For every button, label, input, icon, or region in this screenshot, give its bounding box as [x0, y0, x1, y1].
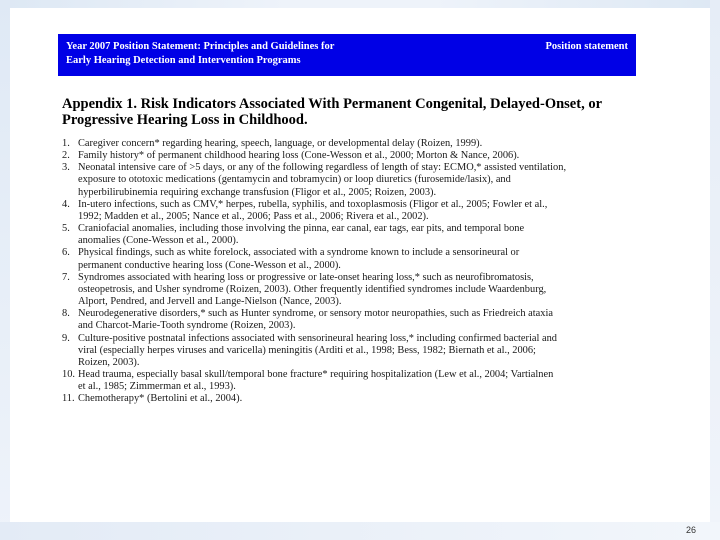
- header-title-line: Early Hearing Detection and Intervention Programs: [66, 55, 301, 66]
- risk-indicator-item: [62, 199, 662, 223]
- item-text-line: viral (especially herpes viruses and varicella) meningitis (Arditi et al., 1998; Bess, 1982; Biernath et al., 2006;: [78, 344, 536, 356]
- item-text: [78, 369, 662, 393]
- item-text: [78, 247, 662, 271]
- item-text-line: and Charcot-Marie-Tooth syndrome (Roizen, 2003).: [78, 320, 296, 332]
- item-number: 2.: [62, 150, 70, 162]
- item-number: 7.: [62, 271, 70, 283]
- item-text: [78, 223, 662, 247]
- appendix-title: [62, 96, 652, 128]
- item-number: 11.: [62, 393, 75, 405]
- appendix-title-line: Progressive Hearing Loss in Childhood.: [62, 112, 308, 128]
- item-text-line: anomalies (Cone-Wesson et al., 2000).: [78, 235, 239, 247]
- item-text-line: Head trauma, especially basal skull/temporal bone fracture* requiring hospitalization (Lew et al., 2004; Vartialnen: [78, 368, 554, 380]
- item-number: 5.: [62, 223, 70, 235]
- item-text-line: osteopetrosis, and Usher syndrome (Roizen, 2003). Other frequently identified syndromes include Waardenburg,: [78, 283, 547, 295]
- slide-frame-bottom: [0, 522, 720, 540]
- slide-frame-left: [0, 0, 10, 540]
- item-number: 8.: [62, 308, 70, 320]
- item-number: 1.: [62, 138, 70, 149]
- item-text-line: Craniofacial anomalies, including those involving the pinna, ear canal, ear tags, ear pits, and temporal bone: [78, 223, 525, 235]
- risk-indicator-item: [62, 223, 662, 247]
- item-number: 6.: [62, 247, 70, 259]
- item-number: 9.: [62, 332, 70, 344]
- header-position-label: Position statement: [545, 41, 628, 52]
- item-text-line: exposure to ototoxic medications (gentamycin and tobramycin) or loop diuretics (furosemide/lasix), and: [78, 174, 511, 186]
- item-text-line: Neonatal intensive care of >5 days, or any of the following regardless of length of stay: ECMO,* assisted ventilation,: [78, 162, 567, 174]
- item-text-line: Roizen, 2003).: [78, 356, 140, 368]
- risk-indicator-item: [62, 308, 662, 332]
- header-title-line: Year 2007 Position Statement: Principles and Guidelines for: [66, 41, 335, 52]
- page-number: 26: [685, 525, 696, 535]
- item-text-line: Alport, Pendred, and Jervell and Lange-Nielson (Nance, 2003).: [78, 296, 342, 308]
- item-number: 4.: [62, 198, 70, 210]
- item-text-line: Culture-positive postnatal infections associated with sensorineural hearing loss,* including confirmed bacterial and: [78, 332, 557, 344]
- item-text-line: et al., 1985; Zimmerman et al., 1993).: [78, 381, 236, 393]
- item-text-line: Neurodegenerative disorders,* such as Hunter syndrome, or sensory motor neuropathies, such as Friedreich ataxia: [78, 308, 553, 320]
- risk-indicator-item: [62, 333, 662, 369]
- item-number: 10.: [62, 368, 75, 380]
- item-text-line: 1992; Madden et al., 2005; Nance et al., 2006; Pass et al., 2006; Rivera et al., 2002).: [78, 210, 429, 222]
- item-text: [78, 199, 662, 223]
- risk-indicator-item: [62, 393, 662, 405]
- header-banner: [58, 34, 636, 76]
- risk-indicator-item: [62, 162, 662, 198]
- item-text: [78, 308, 662, 332]
- risk-indicator-item: [62, 369, 662, 393]
- item-text-line: permanent conductive hearing loss (Cone-Wesson et al., 2000).: [78, 259, 341, 271]
- risk-indicator-item: [62, 138, 662, 150]
- item-text: [78, 138, 662, 150]
- item-text-line: Family history* of permanent childhood hearing loss (Cone-Wesson et al., 2000; Morton & Nance, 2006).: [78, 150, 520, 162]
- risk-indicator-item: [62, 247, 662, 271]
- item-text-line: Syndromes associated with hearing loss or progressive or late-onset hearing loss,* such as neurofibromatosis,: [78, 271, 534, 283]
- item-text: [78, 150, 662, 162]
- item-text-line: Physical findings, such as white forelock, associated with a syndrome known to include a sensorineural or: [78, 247, 520, 259]
- slide-frame-right: [710, 0, 720, 540]
- item-text-line: Caregiver concern* regarding hearing, speech, language, or developmental delay (Roizen, 1999).: [78, 138, 483, 149]
- item-text: [78, 333, 662, 369]
- item-number: 3.: [62, 162, 70, 174]
- item-text: [78, 162, 662, 198]
- item-text-line: In-utero infections, such as CMV,* herpes, rubella, syphilis, and toxoplasmosis (Fligor et al., 2005; Fowler et al.,: [78, 198, 548, 210]
- item-text-line: hyperbilirubinemia requiring exchange transfusion (Fligor et al., 2005; Roizen, 2003).: [78, 186, 437, 198]
- header-title: [66, 40, 486, 68]
- slide-frame-top: [0, 0, 720, 8]
- risk-indicator-list: [62, 138, 662, 405]
- risk-indicator-item: [62, 150, 662, 162]
- item-text: [78, 272, 662, 308]
- item-text: [78, 393, 662, 405]
- risk-indicator-item: [62, 272, 662, 308]
- appendix-title-line: Appendix 1. Risk Indicators Associated With Permanent Congenital, Delayed-Onset, or: [62, 96, 603, 112]
- item-text-line: Chemotherapy* (Bertolini et al., 2004).: [78, 393, 243, 405]
